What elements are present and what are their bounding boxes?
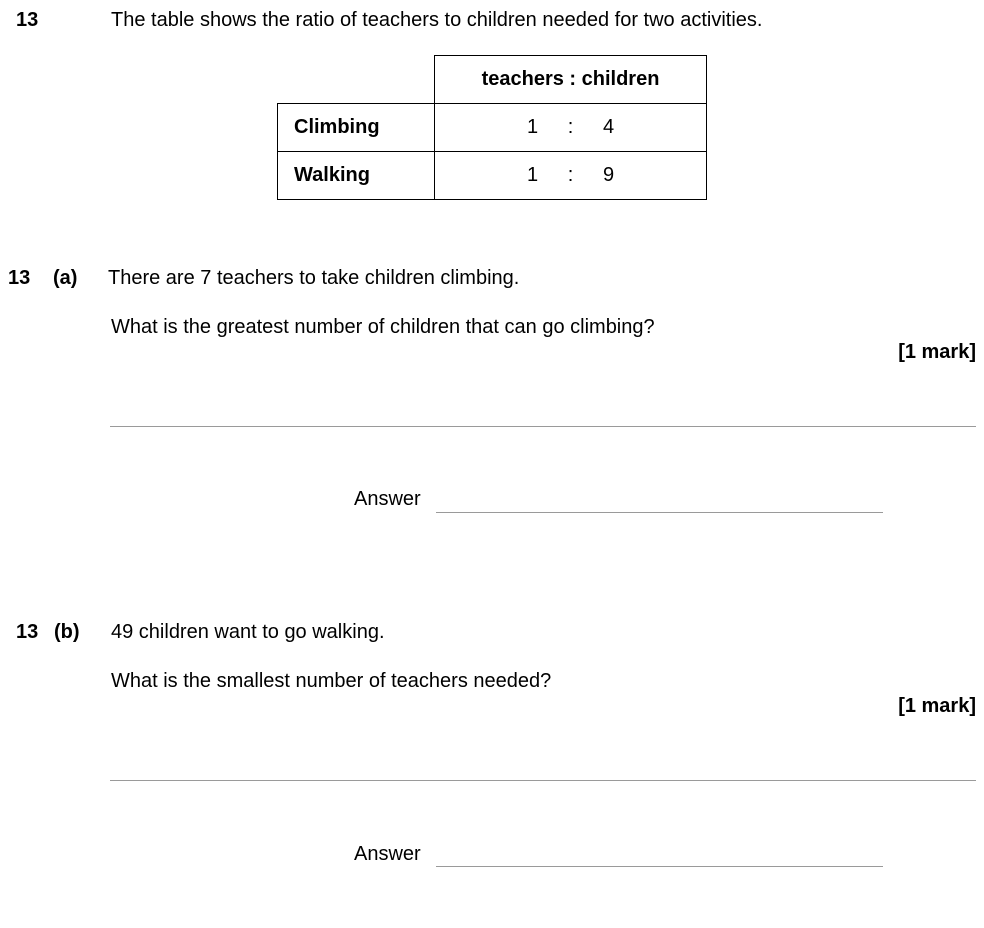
part-a-working-line [110,426,976,427]
ratio-separator: : [567,116,574,138]
activity-climbing: Climbing [278,104,435,152]
question-intro: The table shows the ratio of teachers to children needed for two activities. [111,9,763,31]
ratio-walking [435,152,707,200]
part-a-statement: There are 7 teachers to take children climbing. [108,267,520,289]
table-header: teachers : children [435,56,707,104]
ratio-children: 4 [602,116,615,138]
part-b-statement: 49 children want to go walking. [111,621,385,643]
activity-walking: Walking [278,152,435,200]
ratio-climbing [435,104,707,152]
ratio-table [277,55,707,200]
table-row [278,152,707,200]
part-a-answer-field[interactable] [436,512,883,513]
question-number: 13 [16,9,39,31]
ratio-children: 9 [602,164,615,186]
part-a-answer-label: Answer [354,488,421,510]
table-header-row [278,56,707,104]
part-b-answer-label: Answer [354,843,421,865]
ratio-teachers: 1 [526,116,539,138]
part-b-marks: [1 mark] [898,695,976,717]
part-b-number: 13 [16,621,39,643]
part-b-label: (b) [54,621,80,643]
part-a-prompt: What is the greatest number of children that can go climbing? [111,316,655,338]
ratio-separator: : [567,164,574,186]
table-corner [278,56,435,104]
part-b-working-line [110,780,976,781]
part-b-answer-field[interactable] [436,866,883,867]
part-a-number: 13 [8,267,31,289]
ratio-teachers: 1 [526,164,539,186]
part-b-prompt: What is the smallest number of teachers needed? [111,670,552,692]
part-a-label: (a) [53,267,78,289]
table-row [278,104,707,152]
part-a-marks: [1 mark] [898,341,976,363]
